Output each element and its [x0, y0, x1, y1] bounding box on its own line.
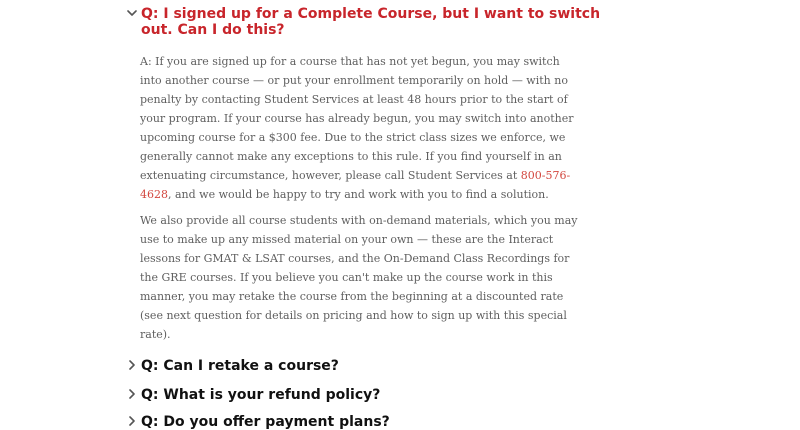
chevron-right-icon[interactable] [124, 358, 140, 370]
faq-item-switch-course [124, 6, 604, 344]
faq-item-refund-policy [124, 387, 604, 403]
faq-question-text[interactable]: Q: Can I retake a course? [141, 358, 339, 374]
chevron-down-icon[interactable] [124, 6, 140, 17]
faq-question-text[interactable]: Q: Do you offer payment plans? [141, 414, 390, 430]
faq-question-toggle[interactable] [124, 414, 604, 430]
faq-question-text[interactable]: Q: What is your refund policy? [141, 387, 381, 403]
phone-link[interactable]: 800-576-4628 [140, 169, 571, 201]
answer-text: A: If you are signed up for a course that has not yet begun, you may switch into another course — or put your enrollment temporarily on hold — with no penalty by contacting Student Services at least 48 hours prior to the start of your program. If your course has already begun, you may switch into another upcoming course for a $300 fee. Due to the strict class sizes we enforce, we generally cannot make any exceptions to this rule. If you find yourself in an extenuating circumstance, however, please call Student Services at [140, 55, 574, 182]
faq-answer [140, 52, 580, 344]
faq-question-toggle[interactable] [124, 358, 604, 374]
faq-item-retake [124, 358, 604, 374]
faq-question-text[interactable]: Q: I signed up for a Complete Course, but I want to switch out. Can I do this? [141, 6, 601, 38]
faq-question-toggle[interactable] [124, 6, 604, 38]
faq-list [124, 0, 604, 430]
chevron-right-icon[interactable] [124, 414, 140, 426]
chevron-right-icon[interactable] [124, 387, 140, 399]
faq-answer-paragraph: We also provide all course students with on-demand materials, which you may use to make up any missed material on your own — these are the Interact lessons for GMAT & LSAT courses, and the On-Demand Class Recordings for the GRE courses. If you believe you can't make up the course work in this manner, you may retake the course from the beginning at a discounted rate (see next question for details on pricing and how to sign up with this special rate). [140, 214, 578, 341]
faq-question-toggle[interactable] [124, 387, 604, 403]
answer-text: , and we would be happy to try and work with you to find a solution. [168, 188, 549, 201]
faq-answer-paragraph [140, 52, 580, 204]
faq-item-payment-plans [124, 414, 604, 430]
